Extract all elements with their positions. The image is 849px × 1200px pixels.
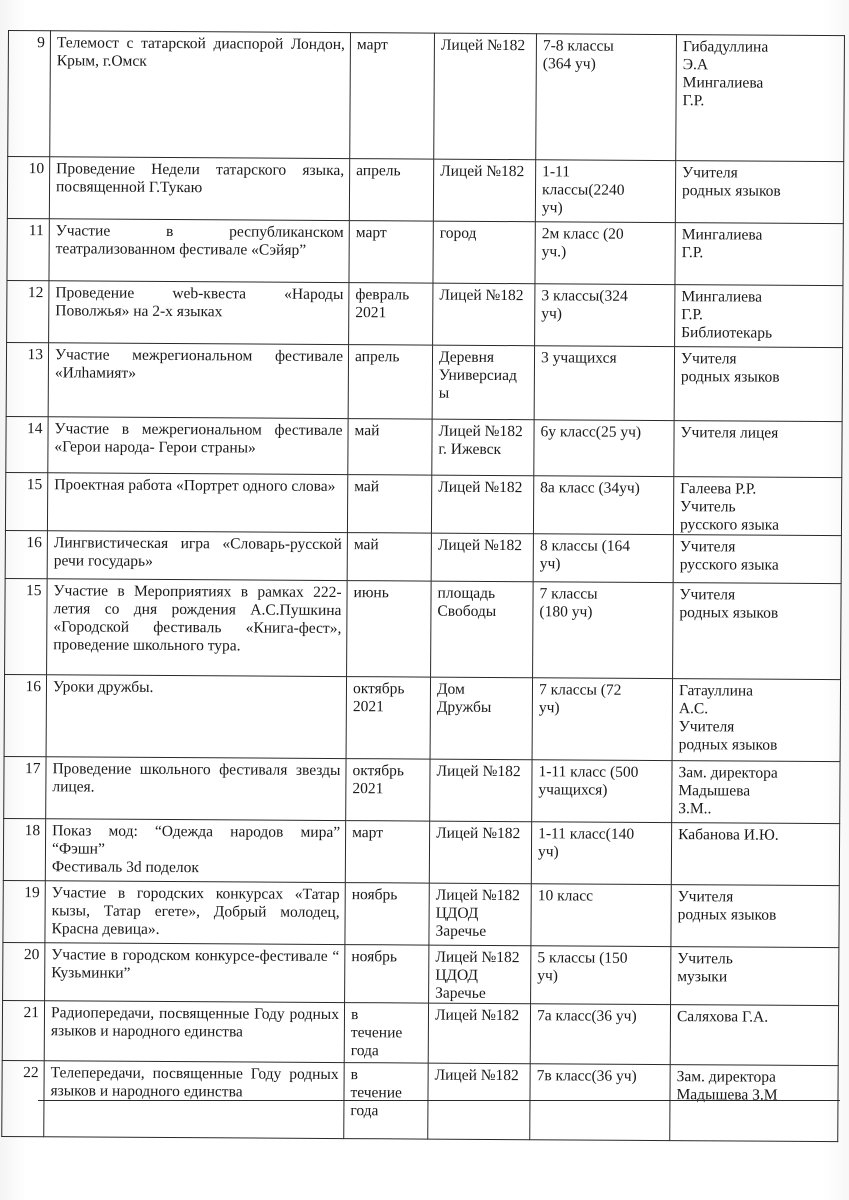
event-responsible: Мингалиева Г.Р. xyxy=(675,223,843,286)
event-name: Проведение Недели татарского языка, посвященной Г.Тукаю xyxy=(49,157,349,221)
event-place: Лицей №182 xyxy=(428,1003,530,1064)
table-bottom-border xyxy=(38,1100,840,1101)
row-number: 12 xyxy=(7,280,49,342)
table-row xyxy=(3,942,839,1005)
event-name: Участие в городском конкурсе-фестивале “ Кузьминки” xyxy=(45,943,345,1003)
event-responsible: Учителя родных языков xyxy=(675,161,843,224)
event-participants: 5 классы (150 уч) xyxy=(531,946,671,1005)
event-date: октябрь 2021 xyxy=(346,759,430,822)
event-responsible: Кабанова И.Ю. xyxy=(671,823,839,886)
events-table xyxy=(1,30,845,1142)
table-row xyxy=(2,1000,838,1065)
event-date: ноябрь xyxy=(345,883,429,946)
event-participants: 7а класс(36 уч) xyxy=(530,1004,670,1065)
row-number: 18 xyxy=(3,818,45,880)
event-place: Дом Дружбы xyxy=(430,677,532,760)
event-place: площадь Свободы xyxy=(431,581,534,678)
event-participants: 10 класс xyxy=(531,884,671,947)
event-date: май xyxy=(347,533,431,582)
event-place: Лицей №182 xyxy=(429,821,531,884)
event-participants: 8 классы (164 уч) xyxy=(533,534,673,583)
event-place: город xyxy=(433,221,535,284)
table-row xyxy=(6,416,842,477)
event-name: Радиопередачи, посвященные Году родных языков и народного единства xyxy=(44,1001,344,1063)
event-date: март xyxy=(345,821,429,884)
table-row xyxy=(7,157,843,224)
event-date: в течение года xyxy=(344,1003,428,1064)
table-row xyxy=(5,530,841,583)
row-number: 22 xyxy=(2,1060,44,1136)
event-responsible: Учителя лицея xyxy=(674,421,842,478)
event-responsible: Зам. директора Мадышева З.М xyxy=(670,1065,838,1142)
row-number: 15 xyxy=(5,472,47,530)
row-number: 13 xyxy=(6,342,48,416)
table-row xyxy=(7,280,843,347)
event-name: Уроки дружбы. xyxy=(46,675,346,759)
event-date: октябрь 2021 xyxy=(346,677,430,760)
table-row xyxy=(5,472,841,535)
row-number: 17 xyxy=(4,756,46,818)
event-date: март xyxy=(349,221,433,284)
event-name: Участие в межрегиональном фестивале «Герои народа- Герои страны» xyxy=(48,417,348,475)
table-row xyxy=(3,818,839,885)
event-date: апрель xyxy=(349,159,433,222)
event-name: Участие межрегиональном фестивале «Илhамият» xyxy=(48,343,348,419)
table-row xyxy=(4,674,840,761)
event-place: Лицей №182 xyxy=(434,33,537,160)
row-number: 15 xyxy=(5,578,48,674)
event-place: Лицей №182 ЦДОД Заречье xyxy=(429,883,531,946)
event-responsible: Зам. директора Мадышева З.М.. xyxy=(672,761,840,824)
event-participants: 1-11 класс(140 уч) xyxy=(531,822,671,885)
event-participants: 7 классы (180 уч) xyxy=(533,582,674,679)
table-row xyxy=(5,578,842,679)
event-place: Деревня Универсиад ы xyxy=(432,345,534,420)
event-responsible: Гибадуллина Э.А Мингалиева Г.Р. xyxy=(676,35,845,162)
event-date: май xyxy=(348,419,432,476)
event-name: Лингвистическая игра «Словарь-русской речи государь» xyxy=(47,531,347,581)
event-participants: 7-8 классы (364 уч) xyxy=(536,34,677,161)
event-name: Проектная работа «Портрет одного слова» xyxy=(47,473,347,533)
row-number: 11 xyxy=(7,218,49,280)
event-responsible: Мингалиева Г.Р. Библиотекарь xyxy=(675,285,843,348)
event-participants: 3 учащихся xyxy=(534,346,674,421)
event-responsible: Учителя русского языка xyxy=(673,535,841,584)
event-participants: 8а класс (34уч) xyxy=(533,476,673,535)
event-place: Лицей №182 xyxy=(431,533,533,582)
event-participants: 3 классы(324 уч) xyxy=(535,284,675,347)
event-responsible: Саляхова Г.А. xyxy=(670,1005,838,1066)
event-place: Лицей №182 xyxy=(428,1063,530,1140)
event-name: Телепередачи, посвященные Году родных языков и народного единства xyxy=(44,1061,344,1139)
row-number: 10 xyxy=(7,157,49,219)
event-name: Участие в Мероприятиях в рамках 222-летия со дня рождения А.С.Пушкина «Городской фестиваль «Книга-фест», проведение школьного тура. xyxy=(47,579,348,677)
event-participants: 7 классы (72 уч) xyxy=(532,678,672,761)
row-number: 19 xyxy=(3,880,45,942)
event-date: в течение года xyxy=(344,1063,428,1140)
event-name: Участие в городских конкурсах «Татар кызы, Татар егете», Добрый молодец, Красна девица». xyxy=(45,881,345,945)
event-name: Участие в республиканском театрализованном фестивале «Сэйяр” xyxy=(49,219,349,283)
table-row xyxy=(2,1060,838,1141)
event-responsible: Учителя родных языков xyxy=(671,885,839,948)
event-participants: 2м класс (20 уч.) xyxy=(535,222,675,285)
event-name: Проведение школьного фестиваля звезды лицея. xyxy=(46,757,346,821)
event-name: Телемост с татарской диаспорой Лондон, Крым, г.Омск xyxy=(50,31,351,159)
row-number: 14 xyxy=(6,416,48,472)
event-participants: 1-11 классы(2240 уч) xyxy=(535,160,675,223)
event-date: апрель xyxy=(348,345,432,420)
row-number: 20 xyxy=(3,942,45,1000)
event-participants: 7в класс(36 уч) xyxy=(530,1064,670,1141)
row-number: 16 xyxy=(4,674,47,756)
table-row xyxy=(7,218,843,285)
table-row xyxy=(8,31,845,162)
event-place: Лицей №182 г. Ижевск xyxy=(432,419,534,476)
row-number: 21 xyxy=(2,1000,44,1060)
event-responsible: Учителя родных языков xyxy=(673,583,842,680)
table-row xyxy=(4,756,840,823)
event-name: Проведение web-квеста «Народы Поволжья» на 2-х языках xyxy=(49,281,349,345)
event-participants: 1-11 класс (500 учащихся) xyxy=(532,760,672,823)
row-number: 16 xyxy=(5,530,47,578)
event-date: ноябрь xyxy=(345,945,429,1004)
event-place: Лицей №182 xyxy=(431,475,533,534)
event-responsible: Галеева Р.Р. Учитель русского языка xyxy=(673,477,841,536)
event-date: март xyxy=(350,33,435,160)
event-date: июнь xyxy=(347,581,432,678)
event-date: февраль 2021 xyxy=(349,283,433,346)
row-number: 9 xyxy=(8,31,51,157)
event-place: Лицей №182 xyxy=(430,759,532,822)
event-name: Показ мод: “Одежда народов мира” “Фэшн” Фестиваль 3d поделок xyxy=(45,819,345,883)
event-place: Лицей №182 ЦДОД Заречье xyxy=(429,945,531,1004)
event-responsible: Учитель музыки xyxy=(671,947,839,1006)
event-place: Лицей №182 xyxy=(433,159,535,222)
event-responsible: Гатауллина А.С. Учителя родных языков xyxy=(672,679,840,762)
event-date: май xyxy=(347,475,431,534)
table-row xyxy=(3,880,839,947)
event-place: Лицей №182 xyxy=(433,283,535,346)
event-responsible: Учителя родных языков xyxy=(674,347,842,422)
event-participants: 6у класс(25 уч) xyxy=(534,420,674,477)
table-row xyxy=(6,342,842,421)
